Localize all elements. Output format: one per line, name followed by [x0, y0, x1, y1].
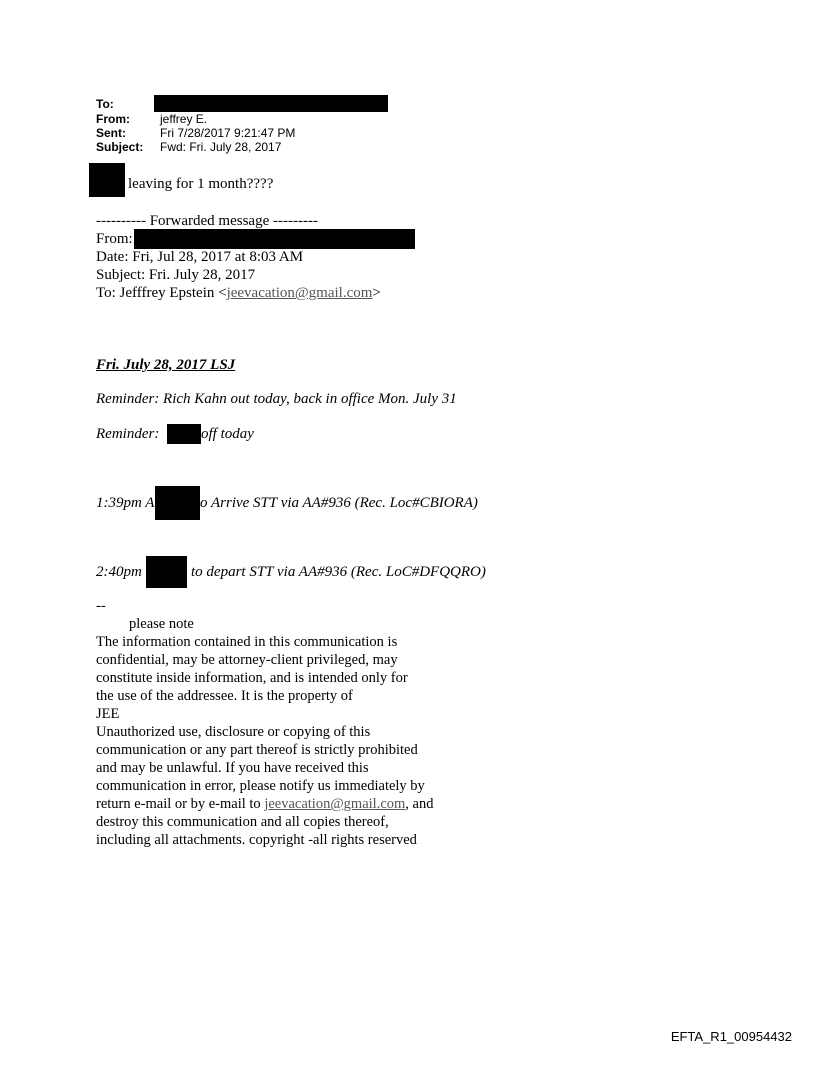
- reminder-off-today: [96, 426, 159, 443]
- disclaimer-line: and may be unlawful. If you have received this: [96, 760, 369, 776]
- reminder-rich-kahn: Reminder: Rich Kahn out today, back in office Mon. July 31: [96, 391, 457, 407]
- depart-time: 2:40pm: [96, 564, 142, 580]
- redaction-reminder: [167, 424, 201, 444]
- arrival-text: o Arrive STT via AA#936 (Rec. Loc#CBIORA): [200, 495, 478, 511]
- disclaimer-copyright-line: including all attachments. copyright -all rights reserved: [96, 832, 417, 848]
- schedule-title: Fri. July 28, 2017 LSJ: [96, 357, 236, 373]
- return-suffix: , and: [405, 796, 434, 812]
- forwarded-from-label: From:: [96, 231, 133, 247]
- disclaimer-line: communication in error, please notify us immediately by: [96, 778, 425, 794]
- redaction-sender-name: [89, 163, 125, 197]
- redaction-depart: [146, 556, 187, 588]
- body-line: leaving for 1 month????: [128, 176, 274, 192]
- forwarded-to-email-link[interactable]: jeevacation@gmail.com: [226, 285, 373, 301]
- to-label: To:: [96, 97, 114, 111]
- sent-label: Sent:: [96, 126, 126, 140]
- signature-dashes: --: [96, 598, 106, 614]
- forwarded-subject: Subject: Fri. July 28, 2017: [96, 267, 256, 283]
- disclaimer-block: [96, 633, 516, 849]
- header-subject-row: [96, 140, 416, 154]
- header-sent-row: [96, 126, 416, 140]
- forwarded-to: [96, 285, 381, 302]
- from-value: jeffrey E.: [160, 112, 208, 126]
- depart-text: to depart STT via AA#936 (Rec. LoC#DFQQRO): [191, 564, 486, 580]
- forwarded-date: Date: Fri, Jul 28, 2017 at 8:03 AM: [96, 249, 304, 265]
- disclaimer-line: confidential, may be attorney-client privileged, may: [96, 652, 398, 668]
- redaction-arrival: [155, 486, 200, 520]
- return-prefix: return e-mail or by e-mail to: [96, 796, 265, 812]
- disclaimer-return-line: [96, 795, 516, 813]
- disclaimer-line: constitute inside information, and is intended only for: [96, 670, 408, 686]
- disclaimer-line: communication or any part thereof is strictly prohibited: [96, 742, 418, 758]
- reminder2-prefix: Reminder:: [96, 426, 160, 442]
- forwarded-to-suffix: >: [372, 285, 381, 301]
- disclaimer-line: JEE: [96, 706, 120, 722]
- reminder2-suffix: off today: [201, 426, 254, 442]
- disclaimer-line: The information contained in this communication is: [96, 634, 398, 650]
- disclaimer-line: the use of the addressee. It is the property of: [96, 688, 353, 704]
- redaction-to: [154, 95, 388, 112]
- redaction-forwarded-from: [134, 229, 415, 249]
- header-from-row: [96, 112, 416, 126]
- email-header: [96, 97, 416, 159]
- return-email-link[interactable]: jeevacation@gmail.com: [264, 796, 406, 812]
- forwarded-to-prefix: To: Jefffrey Epstein <: [96, 285, 227, 301]
- document-id: EFTA_R1_00954432: [670, 1029, 792, 1044]
- header-to-row: [96, 97, 416, 111]
- signature-note: please note: [129, 616, 194, 632]
- disclaimer-line: Unauthorized use, disclosure or copying of this: [96, 724, 371, 740]
- sent-value: Fri 7/28/2017 9:21:47 PM: [160, 126, 296, 140]
- arrival-time: 1:39pm A: [96, 495, 155, 511]
- forwarded-divider: ---------- Forwarded message ---------: [96, 213, 318, 229]
- disclaimer-destroy-line: destroy this communication and all copies thereof,: [96, 814, 389, 830]
- subject-value: Fwd: Fri. July 28, 2017: [160, 140, 282, 154]
- subject-label: Subject:: [96, 140, 144, 154]
- from-label: From:: [96, 112, 130, 126]
